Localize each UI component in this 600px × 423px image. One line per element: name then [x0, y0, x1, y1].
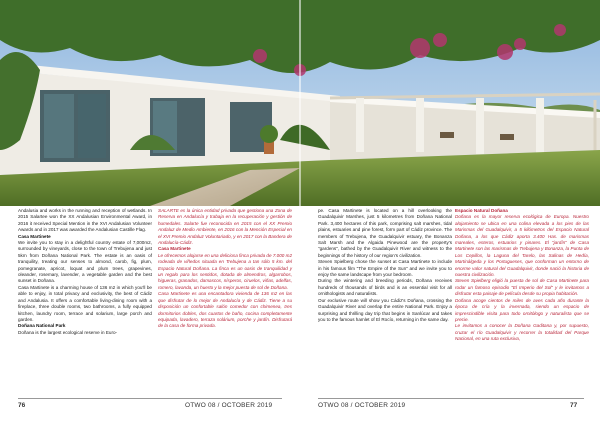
magazine-issue-right: OTWO 08 / OCTOBER 2019: [318, 402, 406, 409]
spanish-column-2: [455, 208, 589, 343]
section-heading: Casa Martinete: [18, 233, 51, 239]
section-heading: Casa Martinete: [158, 246, 191, 252]
paragraph: SALARTE es la única entidad privada que gestiona una Zona de Reserva en Andalucía y trabaja en la recuperación y gestión de humedales. Salarte fue reconocida en 2015 con el XX Premio Andaluz de Medio Ambiente, en 2016 con la Mención Especial en el XVI Premio Andaluz Voluntariado, y en 2017 con la Bandera de Andalucía-Cádiz.: [158, 208, 292, 246]
paragraph: Doñana acoge cientos de miles de aves cada año durante la época de cría y la invernada, siendo un espacio de imprescindible visita para todo ornitólogo y naturalista que se precie.: [455, 297, 589, 322]
paragraph: Steven Spielberg chose the sunset at Casa Martinete to include in his famous film "The Empire of the Sun" and we invite you to enjoy the same landscape from your bedroom.: [318, 259, 452, 278]
spanish-column-1: [158, 208, 292, 330]
paragraph: Andalusia and works in the running and reception of wetlands. In 2015 Salartee won the XX Andalusian Environmental Award, in 2016 it received Special Mention in the XVI Andalusian Volunteer Awards and in 2017 was awarded the Andalusian Castille Flag.: [18, 208, 152, 233]
page-number-right: 77: [570, 402, 578, 409]
section-heading: Espacio Natural Doñana: [455, 208, 508, 213]
footer-rule-left: [18, 398, 282, 399]
paragraph: Doñana is the largest ecological reserve in Euro-: [18, 329, 118, 335]
paragraph: Steven Spielberg eligió la puesta de sol de Casa Martinete para rodar un famoso episodio "El Imperio del Sol" y le invitamos a disfrutar esta paisaje de película desde su propia habitación.: [455, 278, 589, 297]
footer-rule-right: [318, 398, 584, 399]
paragraph: Doñana es la mayor reserva ecológica de Europa. Nuestro alojamiento se ubica en una colina elevada a los pies de las Marismas del Guadalquivir, a 5 kilómetros del Espacio Natural Doñana, a los que Cádiz aporta 3.400 Has. de marismas mareales, esteros, estuarios y pinares. El "jardín" de Casa Martinete son las marismas de Trebujena y Bonanza, la Punta de Los Cepillos, la Laguna del Tarelo, las Salinas de Hedía, Martinálgeda y los Portugueses, que conforman un entorno de enorme valor natural del Guadalquivir, donde nació la historia de nuestra civilización.: [455, 214, 589, 278]
english-column-2: [318, 208, 452, 323]
paragraph: Casa Martinete es una encantadora vivienda de 136 m2 en las que disfrutar de lo mejor de Andalucía y de Cádiz. Tiene a su disposición un confortable salón comedor con chimenea, tres dormitorios dobles, dos cuartos de baño, cocina completamente equipada, lavadero, terraza solárium, porche y jardín. Disfrutará de la casa de forma privada.: [158, 291, 292, 329]
paragraph: Le ofrecemos alojarse en una deliciosa finca privada de 7.000 m2 rodeada de viñedos situada en Trebujena a tan sólo 5 km. del Espacio Natural Doñana. La finca es un oasis de tranquilidad y un regalo para los sentidos, dotada de almendros, algarrobos, higueras, granados, damascos, nísperos, ciruelos, viñas, adelfas, romero, lavanda, un huerto y la mejor puesta de sol de Doñana.: [158, 252, 292, 290]
paragraph: We invite you to stay in a delightful country estate of 7,000m2, surrounded by vineyards, close to the town of Trebujena and just 5km from Doñana National Park. The estate is an oasis of tranquility, treating our senses to almond, carob, fig, plum, pomegranate, apricot, loquat and plum trees, grapevines, oleander, rosemary, lavender, a vegetable garden and the best sunset in Doñana.: [18, 240, 152, 284]
page-gutter: [299, 0, 301, 423]
section-heading: Doñana National Park: [18, 323, 66, 329]
paragraph: Le invitamos a conocer la Doñana Gaditana y, por supuesto, cruzar el río Guadalquivir y recorrer la totalidad del Parque Nacional, en una ruta exclusiva,: [455, 323, 589, 342]
page-number-left: 76: [18, 402, 26, 409]
paragraph: pe. Casa Martinete is located on a hill overlooking the Guadalquivir Marshes, just 5 kilometres from Doñana National Park. 3,400 hectares of this park, comprising salt marshes, tidal plains, estuaries and pine forest, form part of Cádiz province. The members of Trebujena, the Guadalquivir estuary, the Bonanza Salt Marsh and the Algaida Pinewood are the property's "gardens", bathed by the Guadalquivir River and witness to the beginnings of the history of our region's civilization.: [318, 208, 452, 258]
paragraph: During the wintering and breeding periods, Doñana receives hundreds of thousands of birds and is an essential visit for all ornithologists and naturalists.: [318, 278, 452, 297]
english-column-1: [18, 208, 152, 336]
paragraph: Our exclusive route will show you Cádiz's Doñana, crossing the Guadalquivir River and overlap the entire National Park. Enjoy a surprising and thrilling day trip that begins in Sanlúcar and takes you to the famous hamlet of El Rocío, returning in the same day.: [318, 297, 452, 322]
magazine-issue-left: OTWO 08 / OCTOBER 2019: [185, 402, 273, 409]
paragraph: Casa Martinete is a charming house of 136 m2 in which you'll be able to enjoy, in total privacy and exclusivity, the best of Cádiz and Andalusia. It offers a comfortable living-dining room with a fireplace, three double rooms, two bathrooms, a fully equipped kitchen, laundry room, terrace and solarium, large porch and garden.: [18, 284, 152, 322]
